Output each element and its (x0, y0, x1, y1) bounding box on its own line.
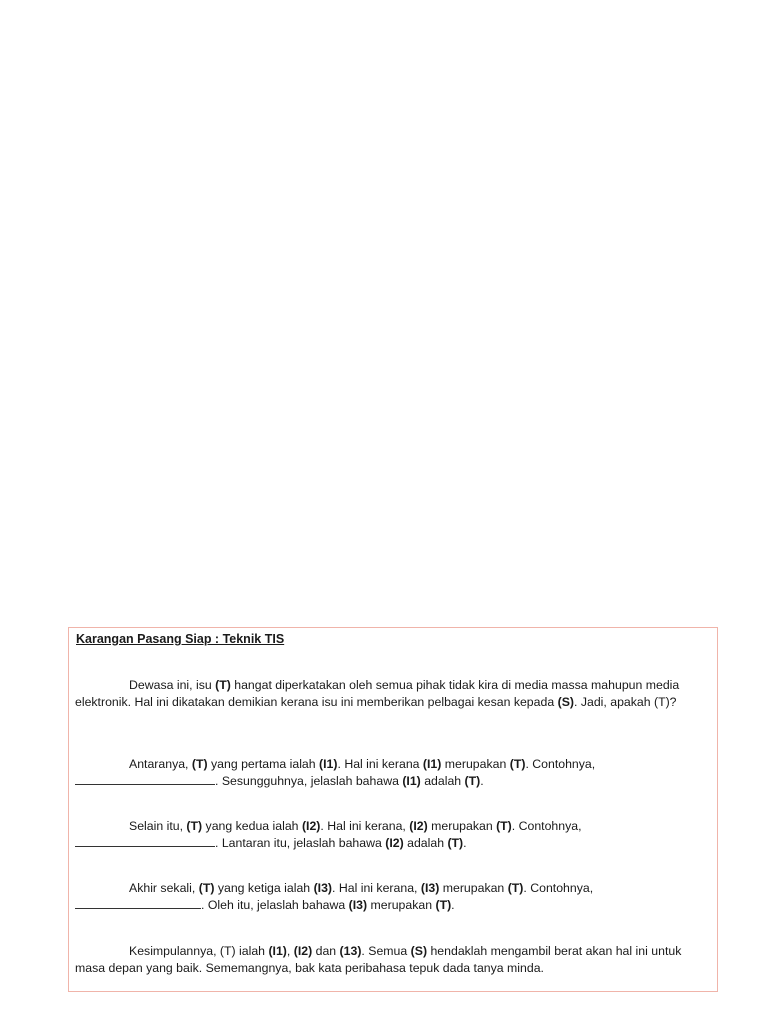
text: (I2) (385, 836, 404, 850)
text: merupakan (367, 898, 436, 912)
text: (I1) (319, 757, 338, 771)
text: (T) (186, 819, 203, 833)
text: (T) (509, 757, 526, 771)
paragraph-point-1 (75, 756, 711, 790)
text: Selain itu, (129, 819, 187, 833)
text: . (463, 836, 467, 850)
text: (S) (410, 944, 428, 958)
text: yang kedua ialah (202, 819, 302, 833)
paragraph-point-3 (75, 880, 711, 914)
text: Dewasa ini, isu (129, 678, 216, 692)
text: . Hal ini kerana, (332, 881, 421, 895)
paragraph-point-2 (75, 818, 711, 852)
text: . Jadi, apakah (T)? (574, 695, 677, 709)
text: (T) (447, 836, 464, 850)
text: . Semua (361, 944, 411, 958)
text: Kesimpulannya, (T) ialah (129, 944, 269, 958)
text: adalah (403, 836, 448, 850)
text: (T) (191, 757, 208, 771)
text: (T) (464, 774, 481, 788)
text: (I3) (348, 898, 368, 912)
text: (T) (198, 881, 215, 895)
text: (I2) (301, 819, 321, 833)
text: (13) (339, 944, 362, 958)
paragraph-conclusion (75, 943, 711, 977)
text: (I2) (293, 944, 313, 958)
document-title: Karangan Pasang Siap : Teknik TIS (76, 632, 285, 646)
text: hangat diperkatakan oleh semua pihak tidak kira di media massa mahupun media elektronik. Hal ini dikatakan demikian kerana isu ini memberikan pelbagai kesan kepada (75, 678, 680, 709)
text: . Oleh itu, jelaslah bahawa (201, 898, 349, 912)
text: (I1) (422, 757, 442, 771)
text: . (451, 898, 455, 912)
text: . Contohnya, (525, 757, 596, 771)
text: . Hal ini kerana, (320, 819, 410, 833)
text: Antaranya, (129, 757, 192, 771)
text: (I3) (420, 881, 440, 895)
text: . (480, 774, 484, 788)
text: (T) (507, 881, 524, 895)
text: (I1) (268, 944, 287, 958)
text: dan (312, 944, 340, 958)
text: . Sesungguhnya, jelaslah bahawa (215, 774, 403, 788)
text: (I1) (402, 774, 421, 788)
text: . Contohnya, (511, 819, 582, 833)
text: (I2) (409, 819, 428, 833)
text: (T) (435, 898, 452, 912)
text: (T) (496, 819, 512, 833)
text: , (286, 944, 294, 958)
text: merupakan (439, 881, 508, 895)
text: (T) (215, 678, 231, 692)
text: . Hal ini kerana (337, 757, 423, 771)
text: . Lantaran itu, jelaslah bahawa (215, 836, 386, 850)
fill-in-blank (75, 897, 201, 909)
document-box (68, 627, 718, 992)
text: Akhir sekali, (129, 881, 199, 895)
text: yang ketiga ialah (214, 881, 314, 895)
text: (S) (557, 695, 574, 709)
paragraph-introduction (75, 677, 711, 711)
text: merupakan (441, 757, 510, 771)
text: . Contohnya, (523, 881, 594, 895)
text: hendaklah mengambil berat akan hal ini untuk masa depan yang baik. Sememangnya, bak kata peribahasa tepuk dada tanya minda. (75, 944, 682, 975)
text: adalah (420, 774, 465, 788)
fill-in-blank (75, 835, 215, 847)
fill-in-blank (75, 773, 215, 785)
text: yang pertama ialah (207, 757, 320, 771)
text: merupakan (427, 819, 497, 833)
text: (I3) (313, 881, 333, 895)
